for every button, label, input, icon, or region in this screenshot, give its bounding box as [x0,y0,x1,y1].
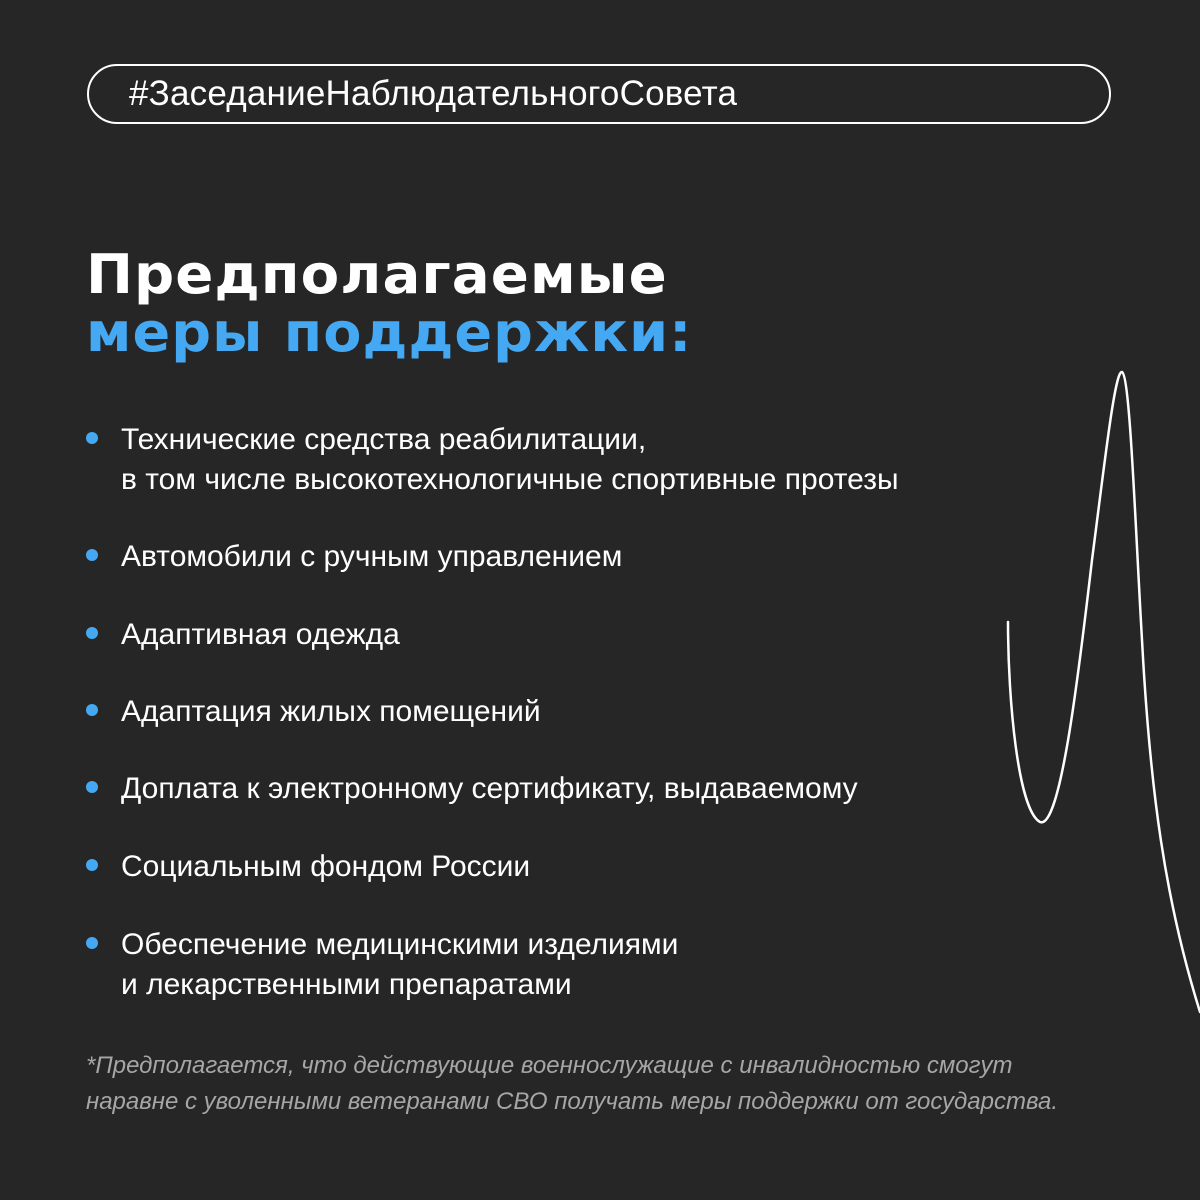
headline [86,243,693,364]
list-item-line: Социальным фондом России [121,850,531,883]
list-item-line: Обеспечение медицинскими изделиями [121,928,679,961]
list-item-clothing [86,615,400,655]
hashtag-text: #ЗаседаниеНаблюдательногоСовета [129,74,738,113]
list-item-line: и лекарственными препаратами [121,968,572,1001]
list-item-text [121,769,858,809]
bullet-dot-icon [86,859,98,871]
bullet-dot-icon [86,549,98,561]
list-item-medical [86,925,678,1005]
list-item-cars [86,537,622,577]
list-item-housing [86,692,541,732]
list-item-rehab-tools [86,420,899,500]
bullet-dot-icon [86,432,98,444]
list-item-text [121,420,899,500]
footnote-line: *Предполагается, что действующие военнослужащие с инвалидностью смогут [86,1052,1013,1079]
list-item-text [121,615,400,655]
list-item-line: Адаптивная одежда [121,618,400,651]
list-item-line: в том числе высокотехнологичные спортивные протезы [121,463,899,496]
bullet-dot-icon [86,781,98,793]
list-item-text [121,692,541,732]
list-item-line: Адаптация жилых помещений [121,695,541,728]
list-item-social-fund [86,847,530,887]
list-item-line: Автомобили с ручным управлением [121,540,623,573]
list-item-line: Доплата к электронному сертификату, выдаваемому [121,772,858,805]
bullet-dot-icon [86,937,98,949]
list-item-certificate [86,769,858,809]
bullet-dot-icon [86,627,98,639]
headline-line-1: Предполагаемые [86,243,668,306]
list-item-line: Технические средства реабилитации, [121,423,647,456]
list-item-text [121,537,622,577]
list-item-text [121,925,678,1005]
list-item-text [121,847,530,887]
bullet-dot-icon [86,704,98,716]
footnote [86,1048,1058,1120]
footnote-line: наравне с уволенными ветеранами СВО получать меры поддержки от государства. [86,1088,1059,1115]
headline-line-2: меры поддержки: [86,301,693,364]
hashtag-pill [87,64,1111,124]
